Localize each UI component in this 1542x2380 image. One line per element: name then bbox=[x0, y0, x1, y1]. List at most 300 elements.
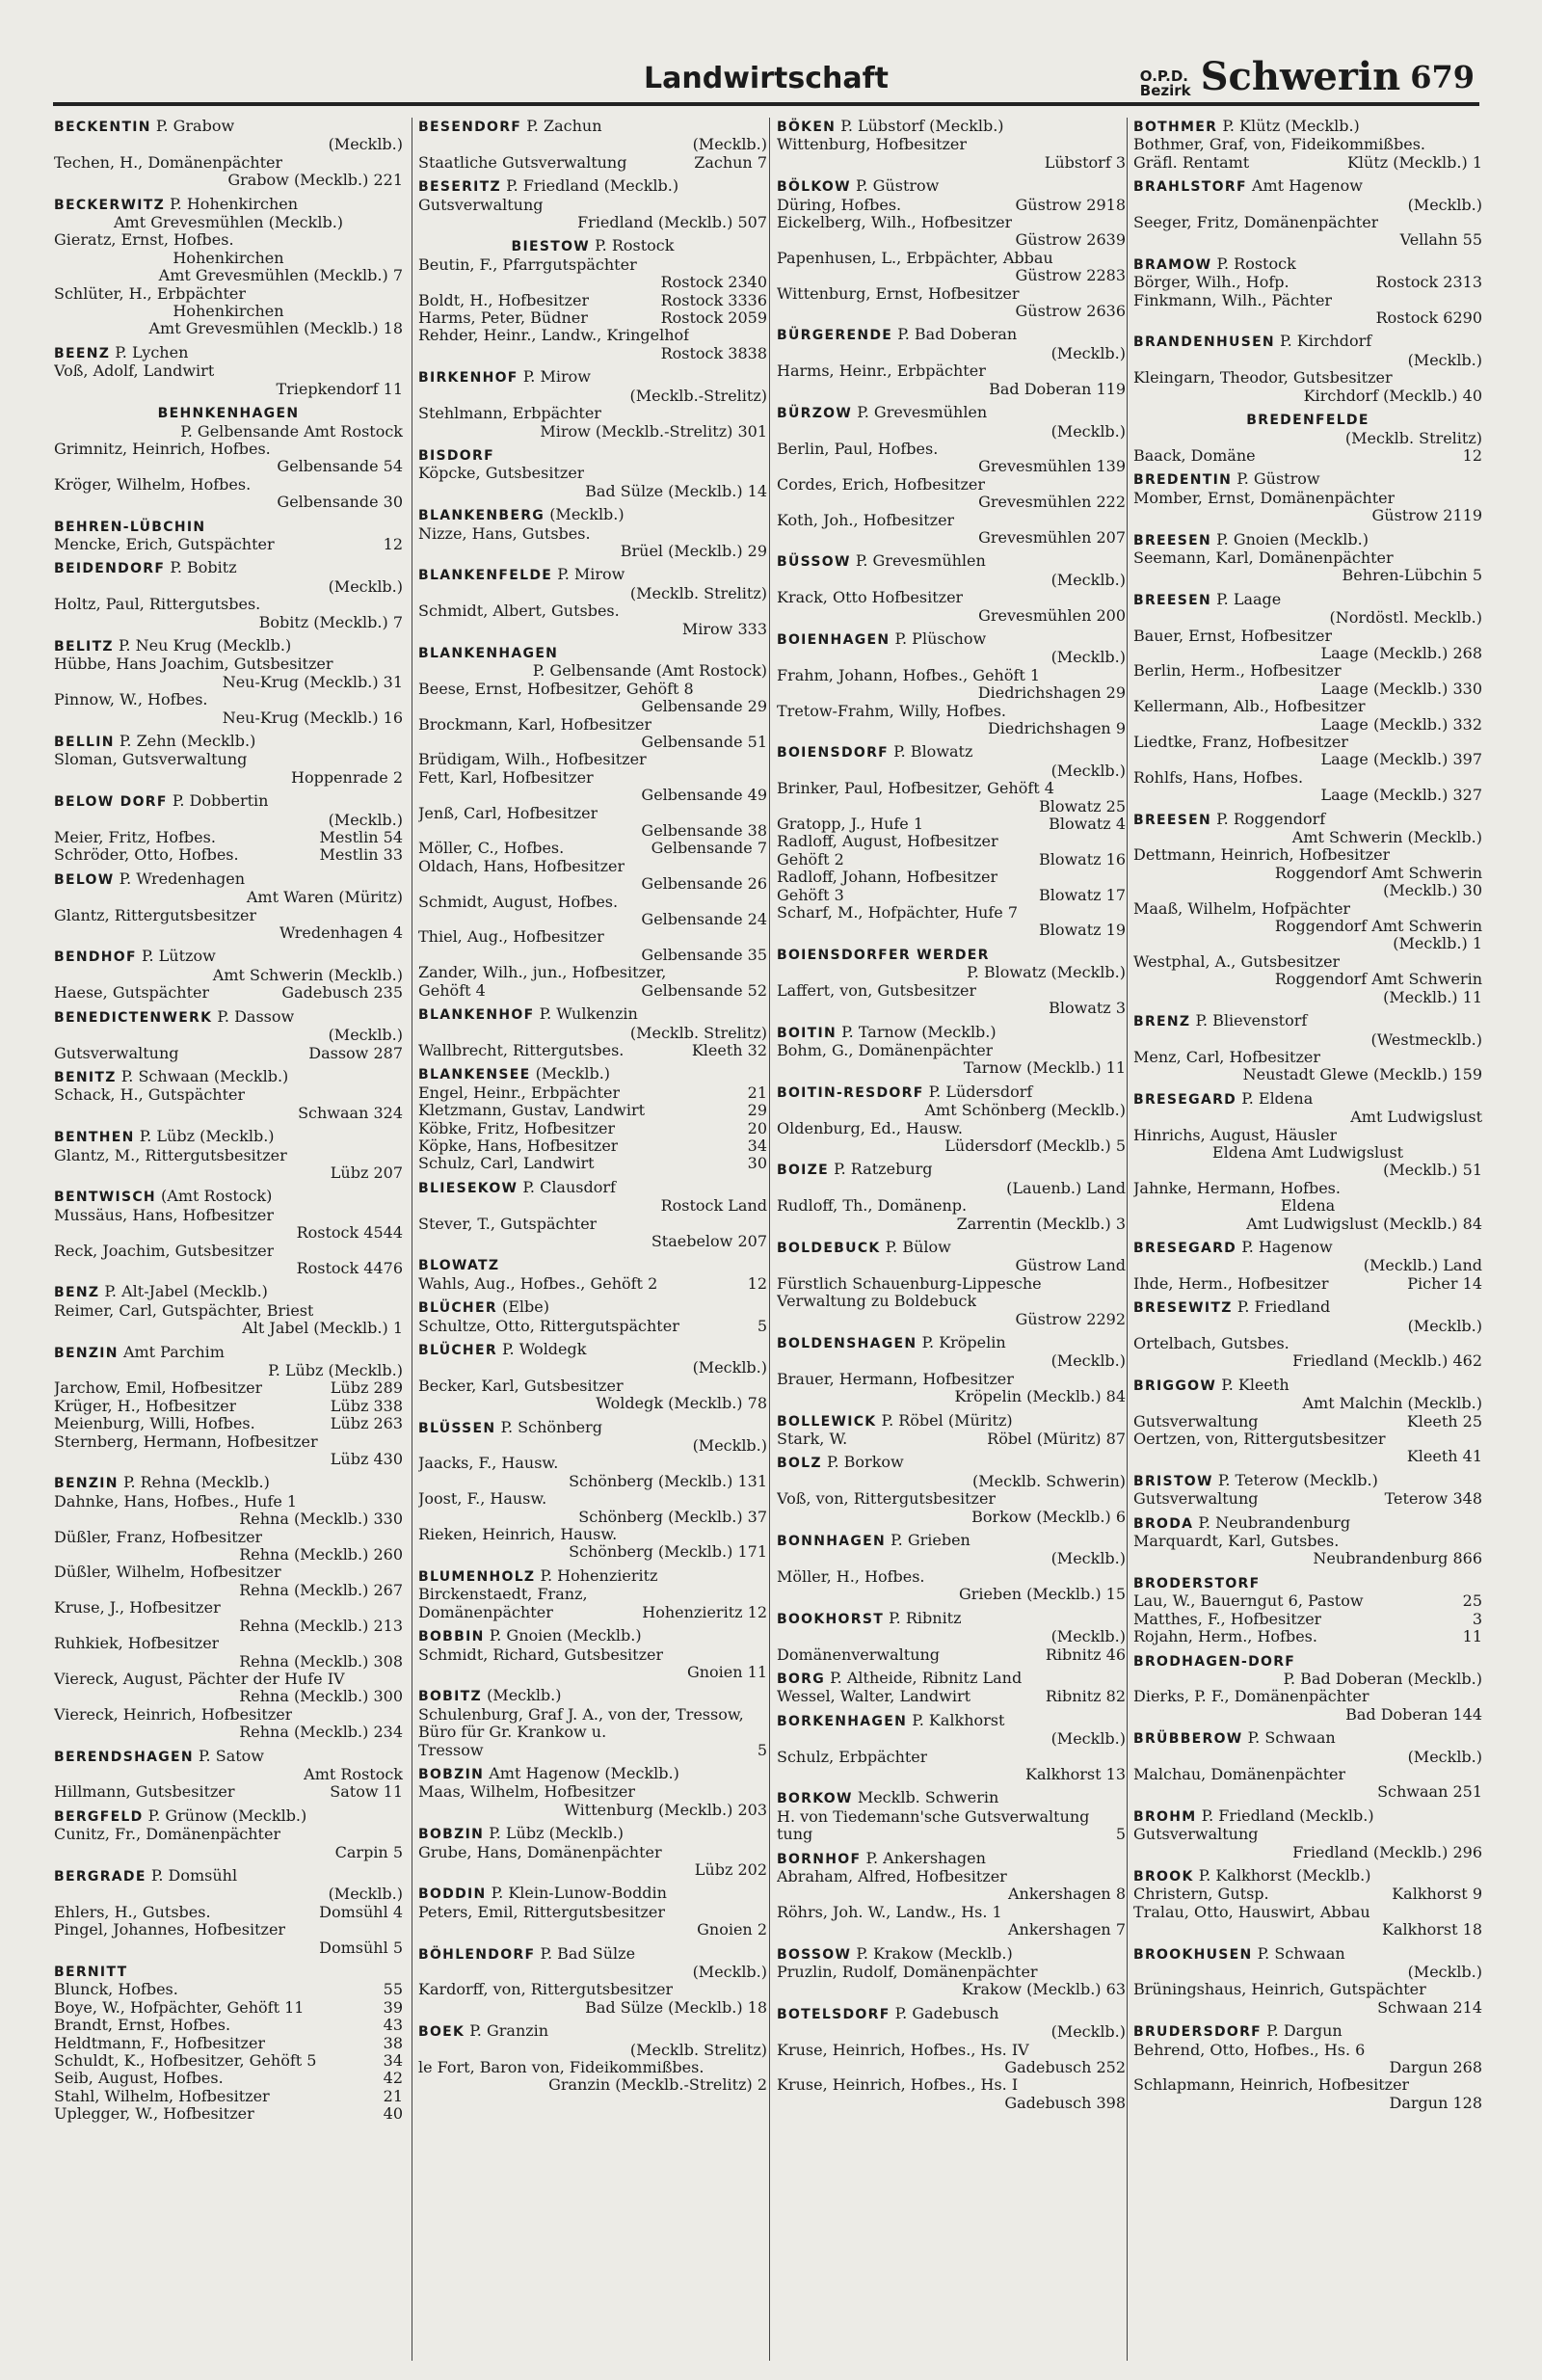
entry-line-right: Grabow (Mecklb.) 221 bbox=[227, 171, 403, 190]
directory-entry bbox=[777, 630, 1126, 737]
line-text: Matthes, F., Hofbesitzer bbox=[1133, 1610, 1322, 1628]
entry-line bbox=[54, 691, 403, 709]
place-name: BOIENSDORF bbox=[777, 745, 890, 762]
entry-heading-row bbox=[418, 1765, 767, 1783]
entry-heading-row bbox=[54, 792, 403, 811]
entry-line-right: Amt Schwerin (Mecklb.) bbox=[1291, 828, 1482, 847]
entry-line-right: Alt Jabel (Mecklb.) 1 bbox=[242, 1319, 403, 1338]
entry-line bbox=[54, 1045, 403, 1062]
entry-line-right: Borkow (Mecklb.) 6 bbox=[971, 1507, 1126, 1526]
entry-line bbox=[54, 1207, 403, 1224]
line-number: 55 bbox=[383, 1980, 403, 1999]
entry-line-right: (Westmecklb.) bbox=[1370, 1030, 1482, 1049]
postal-info: P. Dargun bbox=[1266, 2021, 1343, 2041]
entry-line bbox=[1133, 1688, 1482, 1705]
entry-line bbox=[418, 1084, 767, 1102]
postal-info: P. Lüdersdorf bbox=[928, 1082, 1033, 1101]
directory-entry bbox=[777, 177, 1126, 320]
postal-info: P. Blowatz bbox=[893, 742, 973, 762]
entry-heading-row bbox=[418, 1298, 767, 1317]
entry-heading-row bbox=[54, 518, 403, 536]
directory-entry bbox=[54, 344, 403, 398]
entry-heading-row bbox=[54, 1963, 403, 1981]
line-text: Seeger, Fritz, Domänenpächter bbox=[1133, 214, 1379, 232]
directory-entry bbox=[54, 518, 403, 554]
entry-line bbox=[54, 2035, 403, 2052]
line-text: Düßler, Wilhelm, Hofbesitzer bbox=[54, 1564, 281, 1582]
entry-line-wrap: Schulenburg, Graf J. A., von der, Tressow, Büro für Gr. Krankow u. bbox=[418, 1704, 744, 1742]
entry-line-right: (Mecklb.) bbox=[1050, 1549, 1126, 1568]
directory-entry bbox=[1133, 1807, 1482, 1861]
directory-entry bbox=[1133, 1012, 1482, 1084]
directory-entry bbox=[777, 1610, 1126, 1664]
postal-info: P. Wulkenzin bbox=[539, 1004, 638, 1024]
entry-line-right: (Mecklb.) bbox=[692, 1963, 767, 1981]
place-name: BONNHAGEN bbox=[777, 1534, 887, 1550]
entry-line bbox=[418, 405, 767, 422]
postal-info: P. Grieben bbox=[891, 1531, 970, 1550]
line-text: Laffert, von, Gutsbesitzer bbox=[777, 981, 977, 1000]
entry-line-right: (Mecklb.) 11 bbox=[1383, 987, 1482, 1006]
place-name: BEIDENDORF bbox=[54, 561, 166, 577]
place-name: BRODERSTORF bbox=[1133, 1575, 1261, 1591]
place-name: BÜRGERENDE bbox=[777, 328, 893, 344]
directory-entry bbox=[1133, 1377, 1482, 1466]
entry-line bbox=[777, 1293, 1126, 1310]
entry-line-right: (Mecklb. Schwerin) bbox=[972, 1471, 1126, 1490]
line-number: Rostock 3336 bbox=[660, 290, 767, 309]
entry-line bbox=[1133, 447, 1482, 465]
line-text: Rehder, Heinr., Landw., Kringelhof bbox=[418, 327, 690, 345]
entry-line-right: Gelbensande 49 bbox=[641, 786, 767, 805]
entry-line-right: Amt Schwerin (Mecklb.) bbox=[212, 965, 403, 984]
line-text: Schack, H., Gutspächter bbox=[54, 1086, 246, 1105]
directory-entry bbox=[54, 1068, 403, 1122]
entry-heading-row bbox=[54, 870, 403, 889]
postal-info: P. Hagenow bbox=[1241, 1237, 1333, 1256]
line-text: Krüger, H., Hofbesitzer bbox=[54, 1397, 237, 1415]
directory-entry bbox=[54, 733, 403, 787]
entry-line-right: (Mecklb.) 1 bbox=[1393, 934, 1482, 953]
entry-line bbox=[777, 1042, 1126, 1059]
entry-line bbox=[1133, 1885, 1482, 1903]
line-text: Brinker, Paul, Hofbesitzer, Gehöft 4 bbox=[777, 780, 1054, 798]
entry-heading-row bbox=[418, 1256, 767, 1274]
place-name: BERENDSHAGEN bbox=[54, 1749, 194, 1765]
directory-entry bbox=[777, 1239, 1126, 1328]
directory-entry bbox=[777, 326, 1126, 398]
directory-entry bbox=[418, 1419, 767, 1562]
place-name: BROOKHUSEN bbox=[1133, 1946, 1253, 1963]
directory-entry bbox=[418, 1945, 767, 2018]
line-text: tung bbox=[777, 1826, 813, 1844]
line-number: 34 bbox=[383, 2051, 403, 2071]
entry-line-right: Laage (Mecklb.) 397 bbox=[1320, 750, 1482, 769]
entry-line-right: Bad Doberan 119 bbox=[989, 379, 1126, 398]
page-header bbox=[58, 56, 1475, 104]
entry-line bbox=[1133, 1611, 1482, 1628]
entry-line bbox=[777, 1275, 1126, 1293]
entry-line bbox=[54, 1635, 403, 1652]
postal-info: P. Neubrandenburg bbox=[1198, 1512, 1351, 1532]
entry-heading-row bbox=[1133, 255, 1482, 274]
place-name: BOEK bbox=[418, 2024, 465, 2041]
entry-line bbox=[418, 982, 767, 1000]
entry-line-right: Rehna (Mecklb.) 308 bbox=[239, 1651, 403, 1671]
line-number: 5 bbox=[757, 1740, 767, 1759]
place-name: BRESEGARD bbox=[1133, 1240, 1237, 1256]
place-name: BRENZ bbox=[1133, 1014, 1191, 1030]
postal-info: P. Grabow bbox=[155, 117, 235, 135]
directory-entry bbox=[418, 1687, 767, 1759]
line-text: Kruse, J., Hofbesitzer bbox=[54, 1599, 221, 1618]
place-name: BLANKENFELDE bbox=[418, 568, 553, 584]
entry-line bbox=[418, 1742, 767, 1759]
directory-entry bbox=[54, 637, 403, 727]
entry-line bbox=[1133, 1049, 1482, 1066]
entry-heading-row bbox=[777, 1161, 1126, 1179]
line-text: Jenß, Carl, Hofbesitzer bbox=[418, 804, 598, 822]
place-name: BORKOW bbox=[777, 1791, 853, 1807]
directory-entry bbox=[54, 948, 403, 1002]
line-text: Bohm, G., Domänenpächter bbox=[777, 1041, 994, 1059]
entry-line bbox=[418, 1120, 767, 1137]
entry-line-right: Roggendorf Amt Schwerin bbox=[1274, 863, 1482, 882]
entry-heading-row bbox=[777, 1610, 1126, 1628]
line-text: Tralau, Otto, Hauswirt, Abbau bbox=[1133, 1903, 1370, 1921]
postal-info: P. Kalkhorst (Mecklb.) bbox=[1198, 1865, 1371, 1885]
entry-line bbox=[1133, 274, 1482, 291]
directory-entry bbox=[418, 237, 767, 362]
entry-heading-row bbox=[54, 559, 403, 577]
entry-line bbox=[1133, 1490, 1482, 1508]
entry-line-right: P. Lübz (Mecklb.) bbox=[268, 1361, 403, 1379]
line-text: Oertzen, von, Rittergutsbesitzer bbox=[1133, 1431, 1386, 1449]
directory-entry bbox=[777, 946, 1126, 1018]
line-text: Schröder, Otto, Hofbes. bbox=[54, 846, 239, 865]
directory-entry bbox=[54, 196, 403, 338]
entry-line bbox=[418, 154, 767, 172]
place-name: BLÜCHER bbox=[418, 1343, 497, 1358]
line-text: Viereck, August, Pächter der Hufe IV bbox=[54, 1670, 345, 1688]
line-text: Harms, Heinr., Erbpächter bbox=[777, 362, 986, 381]
directory-entry bbox=[54, 1963, 403, 2124]
entry-heading-row bbox=[418, 1179, 767, 1197]
postal-info: P. Bülow bbox=[885, 1237, 951, 1256]
directory-entry bbox=[54, 118, 403, 190]
line-text: Voß, von, Rittergutsbesitzer bbox=[777, 1490, 997, 1509]
postal-info: P. Lübz (Mecklb.) bbox=[489, 1824, 625, 1843]
line-text: Köbke, Fritz, Hofbesitzer bbox=[418, 1119, 616, 1137]
directory-entry bbox=[777, 1083, 1126, 1156]
entry-heading-row bbox=[54, 1474, 403, 1492]
entry-line bbox=[418, 716, 767, 734]
entry-line bbox=[54, 231, 403, 249]
entry-heading-row bbox=[777, 1083, 1126, 1102]
postal-info: P. Wredenhagen bbox=[119, 869, 246, 888]
postal-info: P. Mirow bbox=[522, 367, 591, 387]
directory-entry bbox=[1133, 177, 1482, 250]
directory-entry bbox=[1133, 1090, 1482, 1233]
entry-heading-row bbox=[777, 404, 1126, 422]
line-text: Papenhusen, L., Erbpächter, Abbau bbox=[777, 249, 1053, 267]
entry-line-center: Eldena bbox=[1280, 1196, 1336, 1216]
line-text: Schlüter, H., Erbpächter bbox=[54, 284, 246, 303]
entry-line bbox=[54, 1999, 403, 2017]
directory-entry bbox=[418, 1298, 767, 1335]
line-text: Schultze, Otto, Rittergutspächter bbox=[418, 1317, 679, 1335]
entry-heading-row bbox=[54, 1283, 403, 1301]
entry-line bbox=[418, 1586, 767, 1603]
entry-line-right: (Mecklb.) bbox=[692, 1436, 767, 1456]
place-name: BENZIN bbox=[54, 1345, 119, 1361]
entry-heading-row bbox=[54, 118, 403, 136]
directory-entry bbox=[54, 1188, 403, 1277]
entry-line-right: (Mecklb.) bbox=[328, 1026, 403, 1045]
directory-entry bbox=[54, 870, 403, 943]
entry-line-right: (Mecklb.) bbox=[1050, 1351, 1126, 1371]
entry-line-right: Grevesmühlen 222 bbox=[978, 493, 1126, 512]
place-name: BROOK bbox=[1133, 1868, 1194, 1885]
entry-line-right: (Mecklb.) bbox=[1050, 761, 1126, 780]
directory-entry bbox=[1133, 531, 1482, 585]
line-text: Frahm, Johann, Hofbes., Gehöft 1 bbox=[777, 666, 1041, 684]
postal-info: P. Grevesmühlen bbox=[857, 403, 988, 422]
columns-container bbox=[54, 118, 1482, 2361]
line-text: Rudloff, Th., Domänenp. bbox=[777, 1197, 968, 1216]
entry-line-center: Hohenkirchen bbox=[173, 302, 284, 321]
line-number: 21 bbox=[383, 2086, 403, 2105]
line-text: Berlin, Herm., Hofbesitzer bbox=[1133, 662, 1342, 681]
entry-line-right: Lüdersdorf (Mecklb.) 5 bbox=[944, 1136, 1126, 1155]
line-text: Fürstlich Schauenburg-Lippesche bbox=[777, 1274, 1042, 1293]
directory-entry bbox=[54, 404, 403, 511]
entry-line bbox=[1133, 2076, 1482, 2094]
place-name: BREDENTIN bbox=[1133, 472, 1233, 489]
postal-info: P. Dassow bbox=[217, 1006, 295, 1026]
entry-line-right: (Mecklb.) bbox=[1407, 350, 1482, 369]
line-text: Hübbe, Hans Joachim, Gutsbesitzer bbox=[54, 655, 333, 674]
line-text: Meier, Fritz, Hofbes. bbox=[54, 829, 216, 847]
entry-line bbox=[54, 1826, 403, 1843]
entry-line-right: Amt Grevesmühlen (Mecklb.) 7 bbox=[158, 266, 403, 285]
entry-line bbox=[1133, 734, 1482, 751]
line-text: Verwaltung zu Boldebuck bbox=[777, 1293, 977, 1311]
directory-entry bbox=[418, 1825, 767, 1879]
line-text: Holtz, Paul, Rittergutsbes. bbox=[54, 596, 261, 614]
entry-line-right: Lübz 207 bbox=[330, 1163, 403, 1182]
place-name: BELLIN bbox=[54, 735, 115, 750]
line-text: Sternberg, Hermann, Hofbesitzer bbox=[54, 1432, 318, 1451]
postal-info: P. Lübstorf (Mecklb.) bbox=[840, 117, 1004, 135]
postal-info: P. Friedland bbox=[1236, 1297, 1331, 1317]
entry-line bbox=[1133, 2042, 1482, 2059]
place-name: BOIZE bbox=[777, 1163, 829, 1179]
entry-line bbox=[54, 154, 403, 172]
directory-entry bbox=[54, 792, 403, 865]
entry-line bbox=[418, 465, 767, 482]
place-name: BLÜCHER bbox=[418, 1300, 497, 1317]
directory-entry bbox=[777, 552, 1126, 625]
entry-line-right: Kleeth 41 bbox=[1406, 1447, 1482, 1466]
entry-line bbox=[777, 887, 1126, 904]
entry-line bbox=[54, 2017, 403, 2034]
directory-entry bbox=[777, 1670, 1126, 1706]
place-name: BENZIN bbox=[54, 1476, 119, 1492]
line-number: Klütz (Mecklb.) 1 bbox=[1346, 152, 1482, 172]
entry-line-right: Gadebusch 252 bbox=[1004, 2058, 1126, 2077]
entry-heading-row bbox=[777, 946, 1126, 964]
entry-line-right: Rostock 4476 bbox=[296, 1258, 403, 1277]
entry-line-right: Kalkhorst 18 bbox=[1382, 1920, 1482, 1939]
entry-heading-row bbox=[54, 1344, 403, 1362]
entry-heading-row bbox=[418, 2022, 767, 2041]
entry-line-right: (Mecklb. Strelitz) bbox=[629, 1023, 767, 1042]
entry-line bbox=[54, 1921, 403, 1939]
entry-line-right: Blowatz 19 bbox=[1038, 921, 1126, 940]
place-name: BORG bbox=[777, 1671, 826, 1687]
entry-heading-row bbox=[1133, 1239, 1482, 1257]
entry-line bbox=[1133, 1127, 1482, 1144]
line-text: Gutsverwaltung bbox=[1133, 1826, 1259, 1844]
postal-info: P. Gadebusch bbox=[894, 2003, 999, 2022]
entry-line-right: Staebelow 207 bbox=[651, 1231, 767, 1250]
line-text: Boldt, H., Hofbesitzer bbox=[418, 291, 590, 309]
line-number: Ribnitz 82 bbox=[1045, 1687, 1126, 1706]
place-name: BRODHAGEN-DORF bbox=[1133, 1653, 1296, 1670]
line-text: Eickelberg, Wilh., Hofbesitzer bbox=[777, 214, 1013, 232]
directory-entry bbox=[418, 446, 767, 500]
directory-entry bbox=[1133, 811, 1482, 1006]
directory-entry bbox=[1133, 1514, 1482, 1568]
place-name: BOITIN-RESDORF bbox=[777, 1084, 924, 1101]
place-name: BERNITT bbox=[54, 1965, 128, 1980]
line-text: Kardorff, von, Rittergutsbesitzer bbox=[418, 1981, 674, 1999]
line-text: Brüningshaus, Heinrich, Gutspächter bbox=[1133, 1981, 1426, 1999]
line-number: Rostock 2313 bbox=[1375, 273, 1482, 292]
line-text: Jaacks, F., Hausw. bbox=[418, 1455, 559, 1473]
entry-line bbox=[54, 1564, 403, 1581]
entry-line-right: Schwaan 324 bbox=[298, 1103, 403, 1122]
entry-line-right: Grevesmühlen 200 bbox=[978, 605, 1126, 625]
entry-line bbox=[54, 2105, 403, 2123]
directory-entry bbox=[418, 506, 767, 560]
directory-entry bbox=[1133, 333, 1482, 405]
column-divider bbox=[1127, 118, 1128, 2361]
directory-entry bbox=[1133, 255, 1482, 328]
line-text: Menz, Carl, Hofbesitzer bbox=[1133, 1048, 1320, 1066]
entry-heading-row bbox=[777, 743, 1126, 762]
line-text: Krack, Otto Hofbesitzer bbox=[777, 589, 964, 607]
entry-line bbox=[777, 441, 1126, 458]
entry-heading-row bbox=[418, 1065, 767, 1083]
entry-line-right: (Mecklb.-Strelitz) bbox=[629, 386, 767, 405]
entry-line-center: Amt Grevesmühlen (Mecklb.) bbox=[113, 213, 344, 232]
postal-info: (Elbe) bbox=[502, 1297, 549, 1317]
entry-line bbox=[418, 1042, 767, 1059]
entry-line-right: Diedrichshagen 29 bbox=[977, 683, 1126, 703]
line-text: Glantz, M., Rittergutsbesitzer bbox=[54, 1146, 287, 1164]
entry-line-right: Amt Grevesmühlen (Mecklb.) 18 bbox=[148, 319, 403, 338]
entry-line-right: (Mecklb.) bbox=[1050, 1627, 1126, 1646]
place-name: BRISTOW bbox=[1133, 1473, 1213, 1489]
directory-entry bbox=[777, 743, 1126, 939]
entry-heading-row bbox=[418, 566, 767, 584]
entry-line bbox=[777, 1120, 1126, 1137]
entry-line-right: Diedrichshagen 9 bbox=[987, 719, 1126, 737]
entry-line-right: Gelbensande 30 bbox=[277, 493, 403, 512]
line-text: Fett, Karl, Hofbesitzer bbox=[418, 768, 594, 787]
entry-line bbox=[54, 1706, 403, 1724]
line-number: Lübz 263 bbox=[330, 1414, 403, 1433]
postal-info: Mecklb. Schwerin bbox=[857, 1788, 999, 1807]
entry-line bbox=[418, 1490, 767, 1508]
directory-entry bbox=[1133, 591, 1482, 805]
line-number: Picher 14 bbox=[1407, 1273, 1482, 1293]
directory-entry bbox=[777, 1161, 1126, 1233]
entry-heading-row bbox=[777, 1850, 1126, 1868]
place-name: BENDHOF bbox=[54, 949, 137, 966]
place-name: BELITZ bbox=[54, 638, 114, 655]
directory-entry bbox=[777, 118, 1126, 172]
entry-heading-row bbox=[777, 552, 1126, 571]
entry-line bbox=[777, 703, 1126, 720]
line-text: Sloman, Gutsverwaltung bbox=[54, 751, 248, 769]
line-text: Gehöft 4 bbox=[418, 981, 486, 1000]
line-text: Börger, Wilh., Hofp. bbox=[1133, 274, 1289, 292]
postal-info: P. Lübz (Mecklb.) bbox=[139, 1127, 275, 1146]
directory-entry bbox=[1133, 2022, 1482, 2112]
entry-heading-row bbox=[54, 1008, 403, 1027]
entry-line-right: Dargun 128 bbox=[1389, 2093, 1482, 2112]
entry-line-right: Grevesmühlen 139 bbox=[978, 457, 1126, 476]
line-number: 30 bbox=[747, 1154, 767, 1173]
place-name: BELOW DORF bbox=[54, 794, 168, 811]
entry-line-right: (Mecklb.) 51 bbox=[1383, 1161, 1482, 1180]
postal-info: P. Tarnow (Mecklb.) bbox=[841, 1022, 997, 1041]
entry-heading-row bbox=[1133, 333, 1482, 351]
entry-line-right: Rehna (Mecklb.) 267 bbox=[239, 1580, 403, 1599]
directory-entry bbox=[1133, 1729, 1482, 1802]
entry-heading-row bbox=[1133, 1807, 1482, 1826]
entry-heading-row bbox=[1133, 470, 1482, 489]
line-number: Domsühl 4 bbox=[319, 1902, 403, 1921]
line-number: 3 bbox=[1472, 1609, 1482, 1628]
line-text: Becker, Karl, Gutsbesitzer bbox=[418, 1377, 624, 1395]
line-number: Lübz 289 bbox=[330, 1378, 403, 1398]
line-number: 5 bbox=[1115, 1825, 1126, 1844]
entry-line bbox=[418, 1844, 767, 1861]
entry-heading-row bbox=[1133, 591, 1482, 609]
entry-line bbox=[777, 1688, 1126, 1705]
directory-entry bbox=[777, 1454, 1126, 1526]
line-text: Köpcke, Gutsbesitzer bbox=[418, 465, 585, 483]
entry-line bbox=[54, 596, 403, 613]
entry-line-right: (Mecklb.) bbox=[328, 810, 403, 829]
entry-line-right: Zarrentin (Mecklb.) 3 bbox=[956, 1214, 1126, 1233]
entry-line-right: Domsühl 5 bbox=[319, 1938, 403, 1957]
entry-line-right: (Nordöstl. Mecklb.) bbox=[1329, 608, 1482, 628]
place-name: BLOWATZ bbox=[418, 1258, 500, 1274]
directory-entry bbox=[54, 1344, 403, 1469]
line-number: 29 bbox=[747, 1101, 767, 1120]
line-text: Glantz, Rittergutsbesitzer bbox=[54, 906, 257, 924]
directory-entry bbox=[418, 1005, 767, 1059]
place-name: BÖHLENDORF bbox=[418, 1946, 536, 1963]
postal-info: Amt Hagenow (Mecklb.) bbox=[489, 1763, 679, 1782]
place-name: BRANDENHUSEN bbox=[1133, 334, 1275, 351]
entry-line bbox=[54, 1398, 403, 1415]
